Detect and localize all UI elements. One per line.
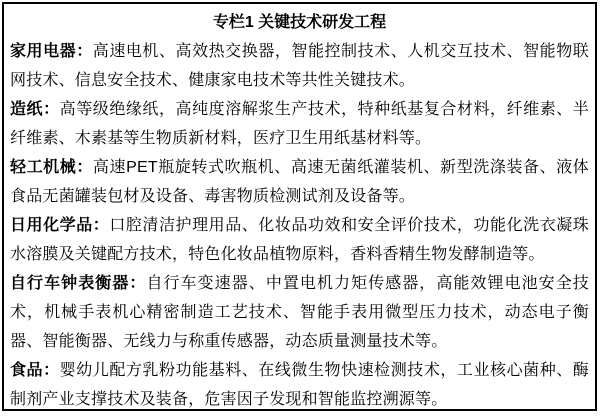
section-text: 高速电机、高效热交换器，智能控制技术、人机交互技术、智能物联网技术、信息安全技术、健康家电技术等共性关键技术。 [10, 43, 589, 89]
section-text: 高速PET瓶旋转式吹瓶机、高速无菌纸灌装机、新型洗涤装备、液体食品无菌罐装包材及设备、毒害物质检测试剂及设备等。 [10, 159, 589, 205]
section-papermaking [10, 95, 589, 153]
section-light-industry-machinery [10, 153, 589, 211]
section-bicycle-clock-weighing [10, 269, 589, 356]
section-home-appliances [10, 37, 589, 95]
key-technology-panel [2, 2, 597, 411]
section-label: 食品： [10, 362, 60, 379]
section-text: 口腔清洁护理用品、化妆品功效和安全评价技术，功能化洗衣凝珠水溶膜及关键配方技术，特色化妆品植物原料，香料香精生物发酵制造等。 [10, 217, 589, 263]
section-label: 轻工机械： [10, 159, 93, 176]
section-label: 造纸： [10, 101, 60, 118]
panel-title: 专栏1 关键技术研发工程 [212, 14, 387, 31]
section-text: 自行车变速器、中置电机力矩传感器，高能效锂电池安全技术，机械手表机心精密制造工艺技术、智能手表用微型压力技术，动态电子衡器、智能衡器、无线力与称重传感器，动态质量测量技术等。 [10, 275, 589, 350]
section-text: 高等级绝缘纸，高纯度溶解浆生产技术，特种纸基复合材料，纤维素、半纤维素、木素基等生物质新材料，医疗卫生用纸基材料等。 [10, 101, 589, 147]
section-text: 婴幼儿配方乳粉功能基料、在线微生物快速检测技术，工业核心菌种、酶制剂产业支撑技术及装备，危害因子发现和智能监控溯源等。 [10, 362, 589, 408]
section-label: 家用电器： [10, 43, 93, 60]
section-label: 日用化学品： [10, 217, 110, 234]
section-food [10, 356, 589, 411]
section-label: 自行车钟表衡器： [10, 275, 147, 292]
section-daily-chemicals [10, 211, 589, 269]
